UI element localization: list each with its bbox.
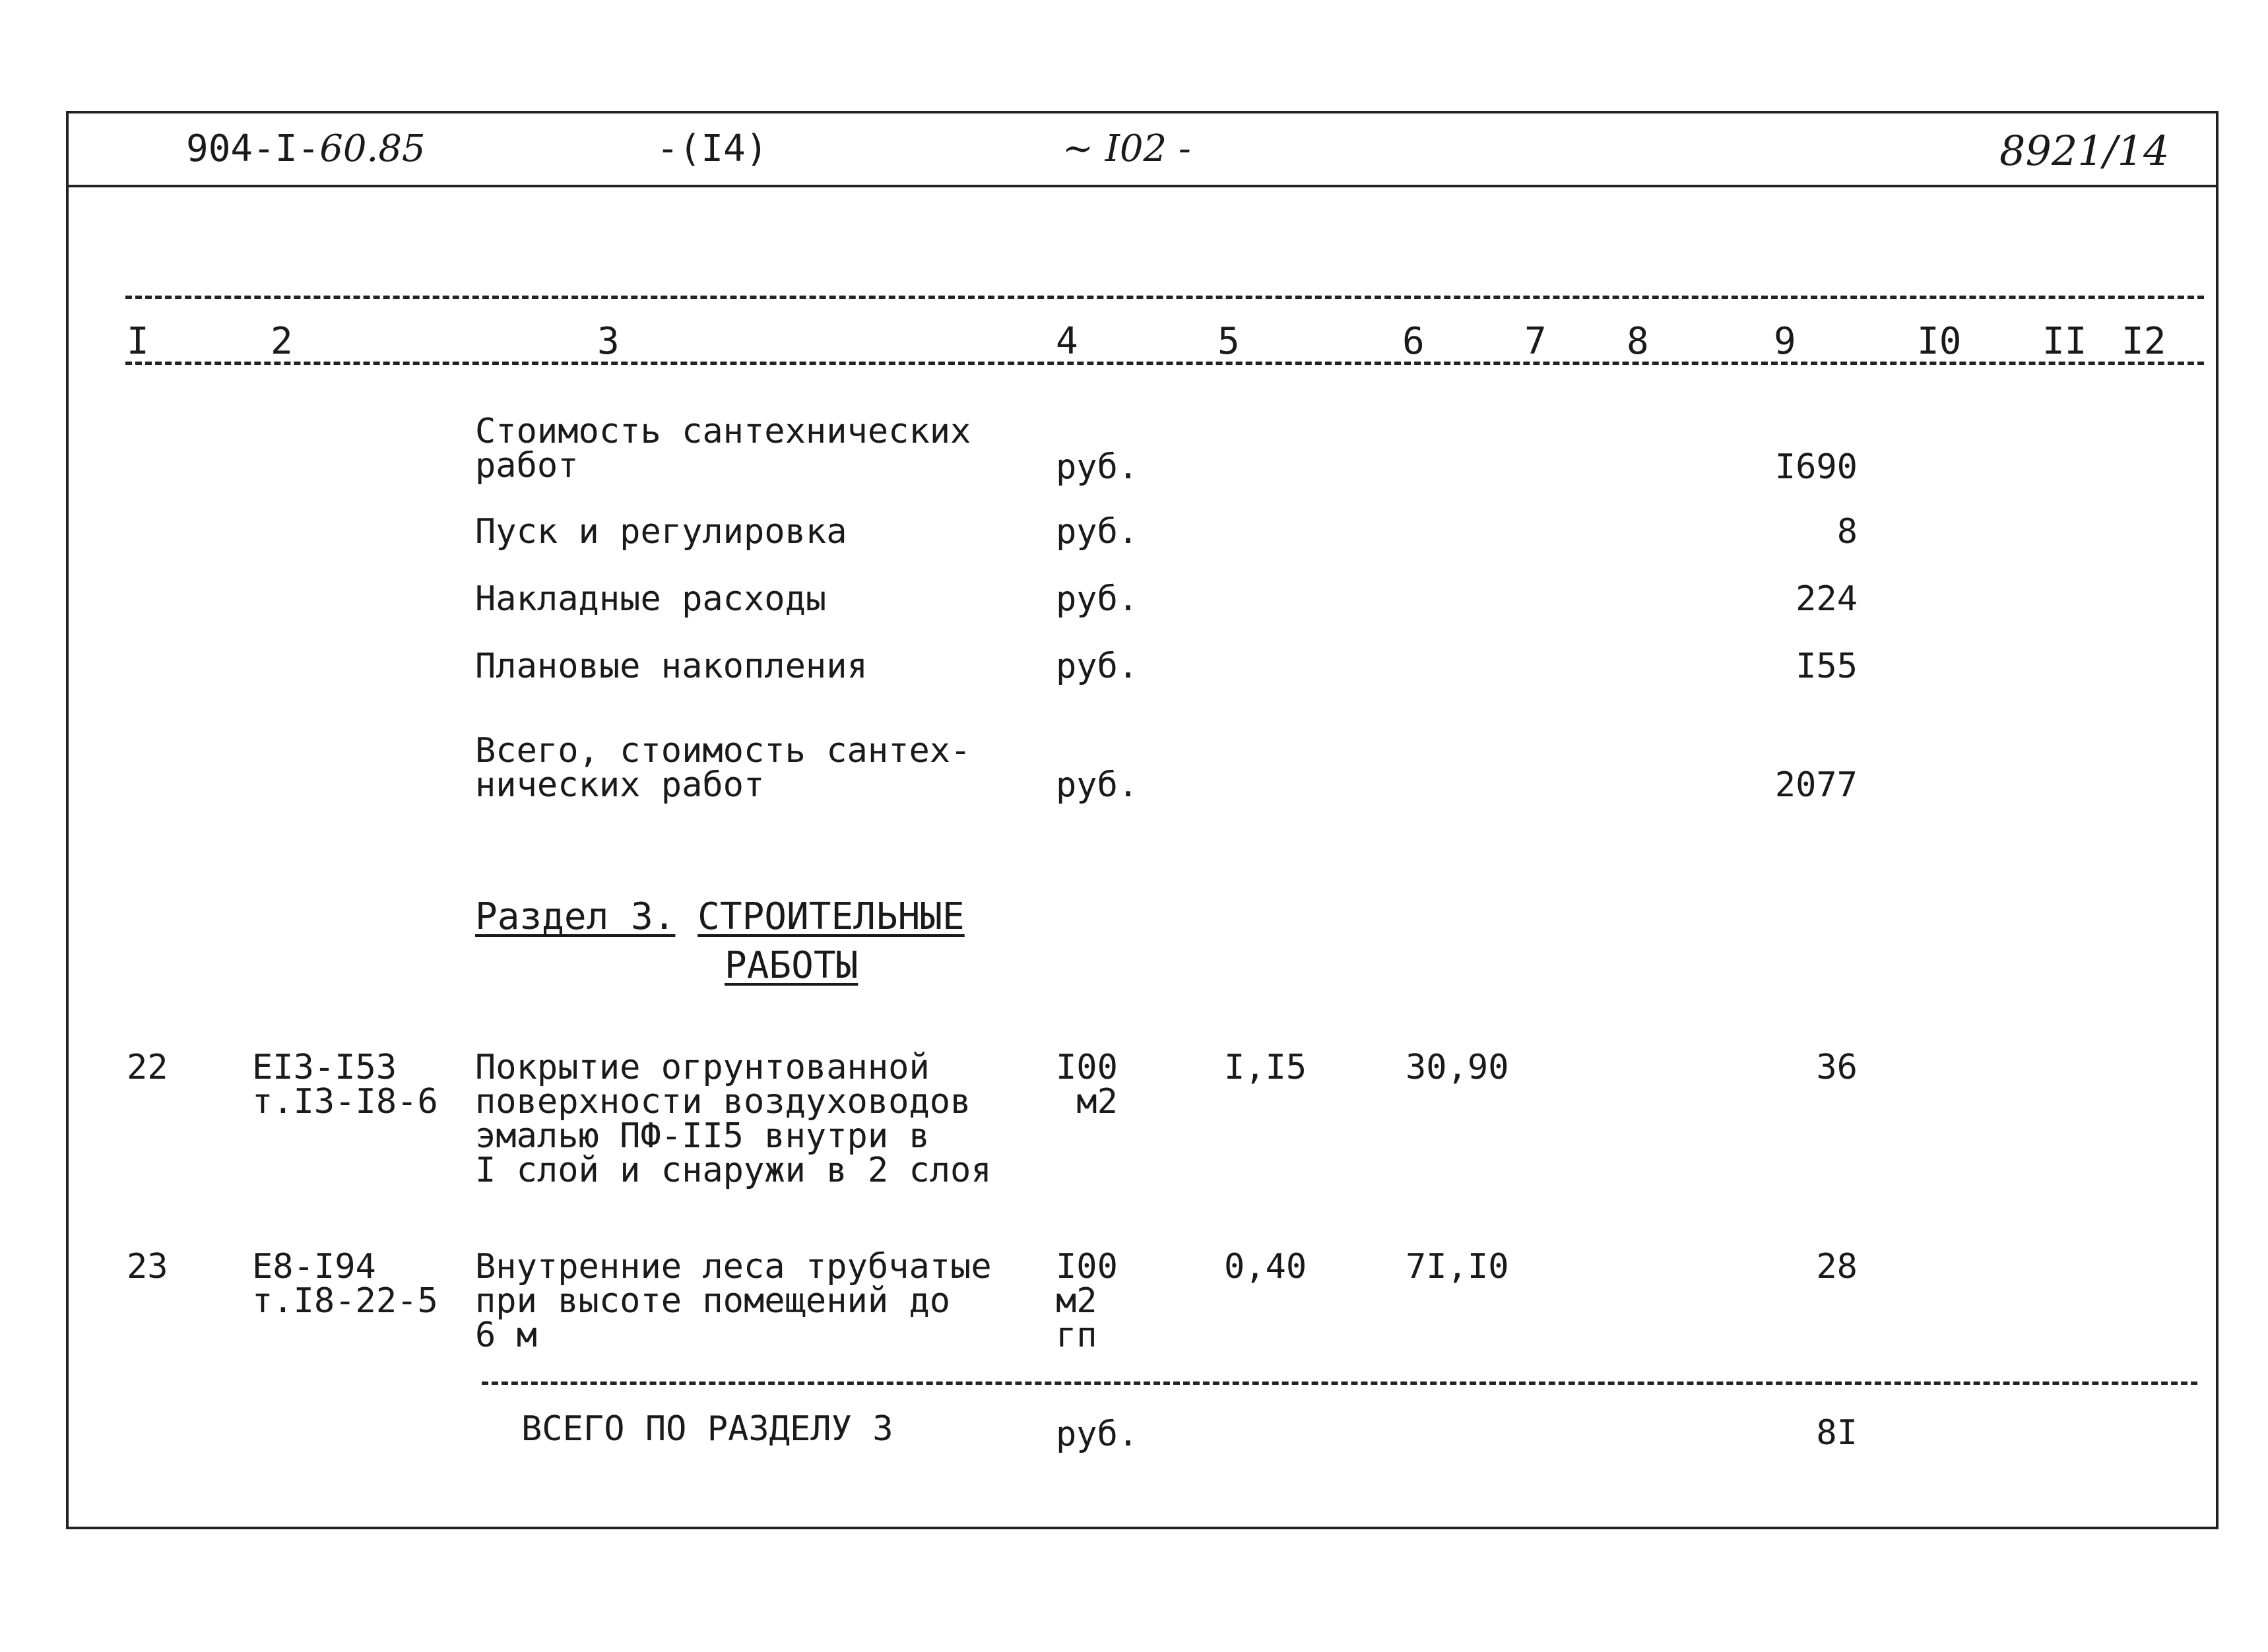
page-number: ~ I02 - xyxy=(1062,127,1191,170)
document-code xyxy=(186,127,426,170)
item-quantity: I,I5 xyxy=(1224,1048,1307,1087)
item-unit-price: 7I,I0 xyxy=(1406,1247,1509,1287)
summary-total-1: I690 xyxy=(1774,447,1858,487)
item-total: 28 xyxy=(1816,1247,1858,1287)
column-number-3: 3 xyxy=(597,320,620,363)
column-number-7: 7 xyxy=(1524,320,1547,363)
item-total: 36 xyxy=(1816,1048,1858,1087)
item-code: E8-I94 т.I8-22-5 xyxy=(252,1247,438,1321)
item-unit: I00 м2 xyxy=(1056,1048,1118,1122)
summary-total-2: 8 xyxy=(1836,512,1858,552)
item-unit: I00 м2 гп xyxy=(1056,1247,1118,1355)
item-unit-price: 30,90 xyxy=(1406,1048,1509,1087)
header-rule xyxy=(66,185,2219,187)
column-number-10: I0 xyxy=(1917,320,1962,363)
summary-total-4: I55 xyxy=(1796,647,1858,686)
item-name: Внутренние леса трубчатые при высоте помещений до 6 м xyxy=(475,1247,992,1355)
section-prefix: Раздел 3. xyxy=(475,895,676,938)
item-quantity: 0,40 xyxy=(1224,1247,1307,1287)
document-code-handwritten: 60.85 xyxy=(319,127,426,170)
column-number-2: 2 xyxy=(271,320,293,363)
item-number: 23 xyxy=(127,1247,168,1287)
sheet-number: -(I4) xyxy=(657,127,768,170)
column-number-8: 8 xyxy=(1627,320,1649,363)
item-name: Покрытие огрунтованной поверхности воздуховодов эмалью ПФ-II5 внутри в I слой и снаружи в 2 слоя xyxy=(475,1048,992,1190)
column-number-11: II xyxy=(2042,320,2087,363)
summary-unit-3: руб. xyxy=(1056,579,1139,619)
summary-name-2: Пуск и регулировка xyxy=(475,512,847,552)
section-heading xyxy=(475,895,965,938)
section-total-unit: руб. xyxy=(1056,1414,1139,1454)
column-number-9: 9 xyxy=(1774,320,1796,363)
column-band-top-rule xyxy=(125,296,2204,299)
summary-name-1: Стоимость сантехнических работ xyxy=(475,412,971,486)
section-total-label: ВСЕГО ПО РАЗДЕЛУ 3 xyxy=(521,1409,893,1449)
summary-total-3: 224 xyxy=(1796,579,1858,619)
section-total-value: 8I xyxy=(1816,1413,1858,1453)
section-title-line2: РАБОТЫ xyxy=(725,944,859,987)
column-number-5: 5 xyxy=(1217,320,1240,363)
summary-name-5: Всего, стоимость сантех- нических работ xyxy=(475,731,971,805)
document-code-typed: 904-I- xyxy=(186,127,320,170)
column-number-1: I xyxy=(127,320,149,363)
section-title-line1: СТРОИТЕЛЬНЫЕ xyxy=(697,895,965,938)
section-total-rule xyxy=(482,1382,2197,1385)
summary-unit-5: руб. xyxy=(1056,765,1139,805)
column-band-bottom-rule xyxy=(125,362,2204,365)
summary-name-3: Накладные расходы xyxy=(475,579,827,619)
archive-number: 8921/14 xyxy=(1999,127,2170,175)
item-number: 22 xyxy=(127,1048,168,1087)
column-number-6: 6 xyxy=(1402,320,1425,363)
summary-name-4: Плановые накопления xyxy=(475,647,868,686)
summary-total-5: 2077 xyxy=(1774,765,1858,805)
column-number-12: I2 xyxy=(2122,320,2166,363)
column-number-4: 4 xyxy=(1056,320,1078,363)
summary-unit-2: руб. xyxy=(1056,512,1139,552)
summary-unit-4: руб. xyxy=(1056,647,1139,686)
item-code: EI3-I53 т.I3-I8-6 xyxy=(252,1048,438,1122)
summary-unit-1: руб. xyxy=(1056,447,1139,487)
